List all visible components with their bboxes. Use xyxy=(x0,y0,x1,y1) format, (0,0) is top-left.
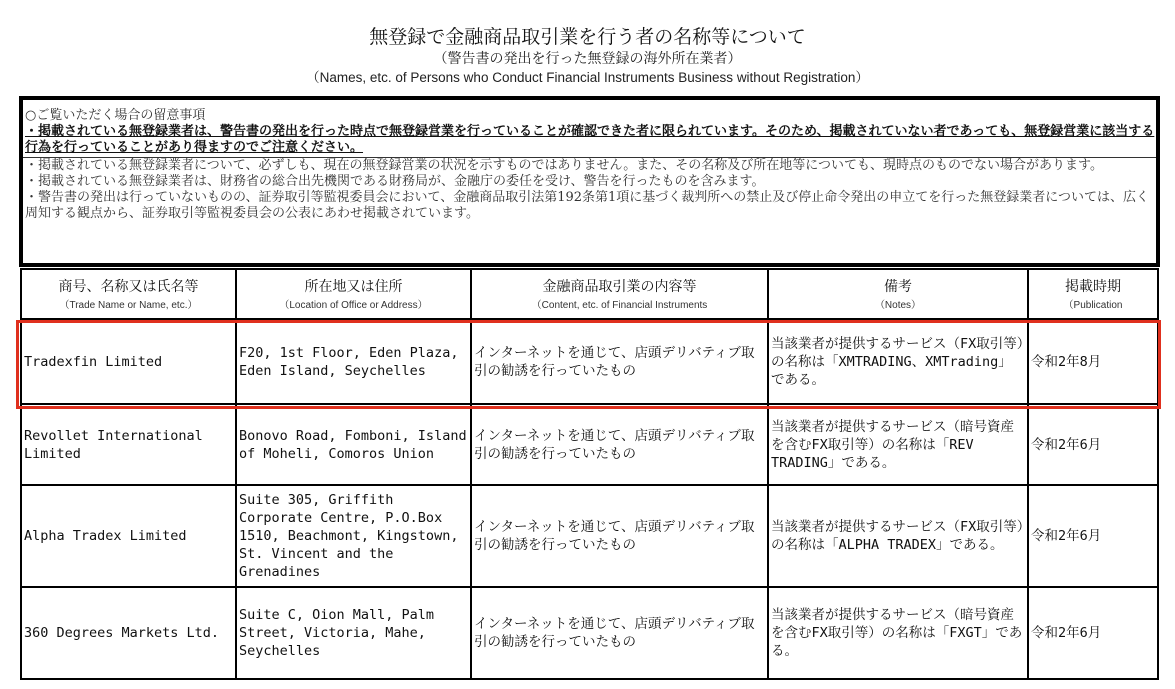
cell-name: Tradexfin Limited xyxy=(21,319,236,404)
cell-address: Bonovo Road, Fomboni, Island of Moheli, Comoros Union xyxy=(236,404,471,485)
column-header-content xyxy=(471,269,768,319)
column-header-ja: 掲載時期 xyxy=(1065,279,1121,295)
cell-notes: 当該業者が提供するサービス（暗号資産を含むFX取引等）の名称は「REV TRADING」である。 xyxy=(768,404,1028,485)
cell-notes: 当該業者が提供するサービス（暗号資産を含むFX取引等）の名称は「FXGT」である。 xyxy=(768,587,1028,679)
table-header-row xyxy=(21,269,1158,319)
cell-content: インターネットを通じて、店頭デリバティブ取引の勧誘を行っていたもの xyxy=(471,485,768,587)
table-row xyxy=(21,587,1158,679)
table-row xyxy=(21,319,1158,404)
column-header-ja: 商号、名称又は氏名等 xyxy=(58,279,199,295)
document-header xyxy=(0,24,1175,87)
notice-item: ・掲載されている無登録業者について、必ずしも、現在の無登録営業の状況を示すものではありません。また、その名称及び所在地等についても、現時点のものでない場合があります。 xyxy=(25,157,1103,173)
cell-content: インターネットを通じて、店頭デリバティブ取引の勧誘を行っていたもの xyxy=(471,404,768,485)
page-english-title: （Names, etc. of Persons who Conduct Financial Instruments Business without Registration） xyxy=(306,70,869,85)
column-header-en: （Content, etc. of Financial Instruments xyxy=(531,300,708,311)
column-header-en: （Publication xyxy=(1063,300,1123,311)
unregistered-business-table xyxy=(20,268,1159,680)
notice-box xyxy=(19,96,1160,267)
table-row xyxy=(21,404,1158,485)
cell-publication-date: 令和2年8月 xyxy=(1028,319,1158,404)
cell-notes: 当該業者が提供するサービス（FX取引等）の名称は「ALPHA TRADEX」である。 xyxy=(768,485,1028,587)
cell-content: インターネットを通じて、店頭デリバティブ取引の勧誘を行っていたもの xyxy=(471,587,768,679)
cell-publication-date: 令和2年6月 xyxy=(1028,485,1158,587)
table-row xyxy=(21,485,1158,587)
column-header-en: （Notes） xyxy=(874,300,922,311)
notice-heading: ○ご覧いただく場合の留意事項 xyxy=(25,108,206,123)
column-header-ja: 所在地又は住所 xyxy=(304,279,403,295)
column-header-ja: 備考 xyxy=(884,279,912,295)
cell-address: Suite C, Oion Mall, Palm Street, Victoria, Mahe, Seychelles xyxy=(236,587,471,679)
notice-important: ・掲載されている無登録業者は、警告書の発出を行った時点で無登録営業を行っていることが確認できた者に限られています。そのため、掲載されていない者であっても、無登録営業に該当する行為を行っていることがあり得ますのでご注意ください。 xyxy=(25,124,1155,156)
notice-item: ・警告書の発出は行っていないものの、証券取引等監視委員会において、金融商品取引法第192条第1項に基づく裁判所への禁止及び停止命令発出の申立てを行った無登録業者については、広く周知する観点から、証券取引等監視委員会の公表にあわせ掲載されています。 xyxy=(25,190,1150,222)
column-header-en: （Location of Office or Address） xyxy=(279,300,428,311)
cell-publication-date: 令和2年6月 xyxy=(1028,587,1158,679)
page-title: 無登録で金融商品取引業を行う者の名称等について xyxy=(369,26,806,48)
cell-address: F20, 1st Floor, Eden Plaza, Eden Island, Seychelles xyxy=(236,319,471,404)
cell-name: Alpha Tradex Limited xyxy=(21,485,236,587)
column-header-en: （Trade Name or Name, etc.） xyxy=(59,300,198,311)
column-header-address xyxy=(236,269,471,319)
cell-publication-date: 令和2年6月 xyxy=(1028,404,1158,485)
column-header-name xyxy=(21,269,236,319)
cell-address: Suite 305, Griffith Corporate Centre, P.O.Box 1510, Beachmont, Kingstown, St. Vincent and the Grenadines xyxy=(236,485,471,587)
cell-name: Revollet International Limited xyxy=(21,404,236,485)
column-header-ja: 金融商品取引業の内容等 xyxy=(542,279,697,295)
column-header-notes xyxy=(768,269,1028,319)
page-subtitle: （警告書の発出を行った無登録の海外所在業者） xyxy=(433,51,742,67)
cell-notes: 当該業者が提供するサービス（FX取引等）の名称は「XMTRADING、XMTrading」である。 xyxy=(768,319,1028,404)
cell-name: 360 Degrees Markets Ltd. xyxy=(21,587,236,679)
cell-content: インターネットを通じて、店頭デリバティブ取引の勧誘を行っていたもの xyxy=(471,319,768,404)
column-header-publication xyxy=(1028,269,1158,319)
notice-item: ・掲載されている無登録業者は、財務省の総合出先機関である財務局が、金融庁の委任を受け、警告を行ったものを含みます。 xyxy=(25,173,765,189)
